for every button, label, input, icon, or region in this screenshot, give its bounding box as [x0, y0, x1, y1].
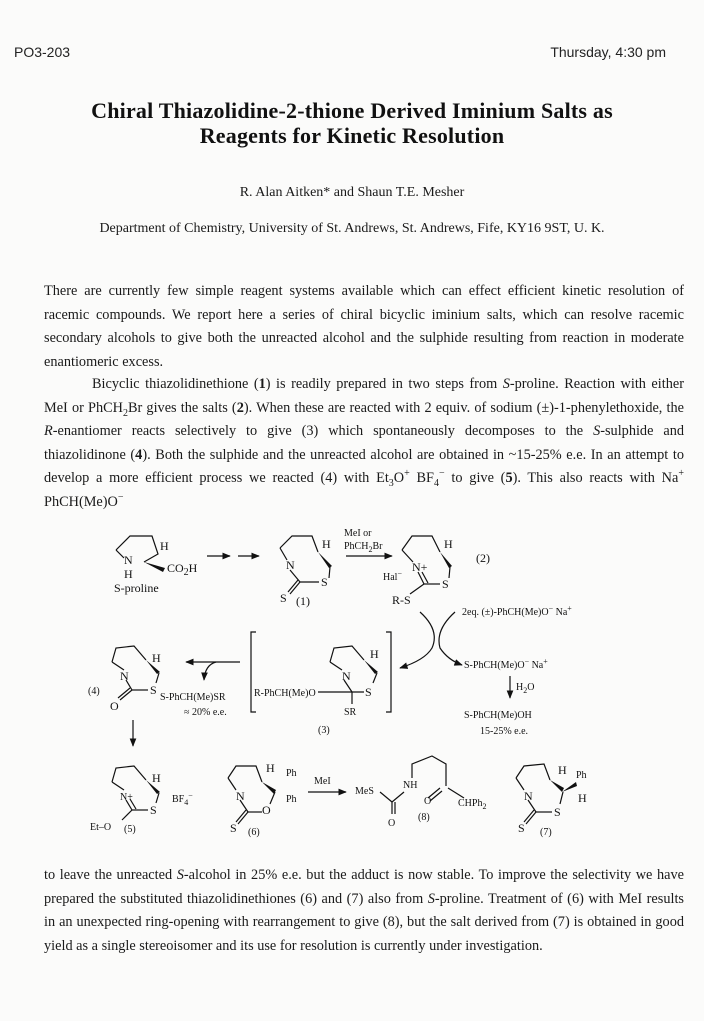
- paper-title: [0, 98, 704, 148]
- structure-3: [251, 632, 391, 736]
- session-code: PO3-203: [14, 44, 71, 60]
- group-chph2: CHPh$_2$: [458, 798, 487, 811]
- product-sulphide: S-PhCH(Me)SR: [160, 692, 226, 703]
- structure-2: [383, 536, 490, 607]
- reagent-h2o: $H_2O$: [516, 682, 535, 695]
- svg-text:S: S: [554, 805, 561, 819]
- structure-1: [280, 536, 332, 608]
- svg-text:N: N: [236, 789, 245, 803]
- reaction-scheme: [0, 520, 704, 855]
- arrow-sulphide-release: [204, 662, 216, 680]
- paragraph-results: Bicyclic thiazolidinethione (1) is readily prepared in two steps from S-proline. Reaction with either MeI or PhCH$_2$Br gives the salts (2). When these are reacted with 2 equiv. of sodium (±)-1-phenylethoxide, the R-enantiomer reacts selectively to give (3) which spontaneously decomposes to the S-sulphide and thiazolidinone (4). Both the sulphide and the unreacted alcohol are obtained in ~15-25% e.e. In an attempt to develop a more efficient process we reacted (4) with $Et_3O^+$ $BF_4^-$ to give (5). This also reacts with Na+ PhCH(Me)O−: [44, 376, 684, 510]
- svg-text:Ph: Ph: [576, 770, 587, 781]
- svg-text:SR: SR: [344, 707, 357, 718]
- svg-text:Ph: Ph: [286, 794, 297, 805]
- svg-text:H: H: [558, 763, 567, 777]
- product-alcohol: S-PhCH(Me)OH: [464, 710, 532, 721]
- svg-text:H: H: [152, 771, 161, 785]
- svg-text:S: S: [518, 821, 525, 835]
- alcohol-ee: 15-25% e.e.: [480, 726, 529, 737]
- svg-text:NH: NH: [403, 780, 418, 791]
- svg-text:N+: N+: [412, 560, 428, 574]
- paragraph-conclusion: to leave the unreacted S-alcohol in 25% e.e. but the adduct is now stable. To improve the selectivity we have prepared the substituted thiazolidinethiones (6) and (7) also from S-proline. Treatment of (6) with MeI results in an unexpected ring-opening with rearrangement to give (8), but the salt derived from (7) is obtained in good yield as a single stereoisomer and its use for resolution is currently under investigation.: [44, 867, 684, 954]
- label-compound-4: (4): [88, 686, 100, 697]
- session-time: Thursday, 4:30 pm: [550, 44, 666, 60]
- svg-text:H: H: [152, 651, 161, 665]
- label-compound-5: (5): [124, 824, 136, 835]
- structure-6: [228, 761, 297, 838]
- sulphide-ee: ≈ 20% e.e.: [184, 707, 227, 718]
- svg-text:S: S: [230, 821, 237, 835]
- arrow-to-3: [400, 612, 434, 668]
- svg-text:N: N: [342, 669, 351, 683]
- svg-text:O: O: [388, 818, 396, 829]
- substituent-r-alkoxy: R-PhCH(Me)O: [254, 688, 316, 699]
- affiliation: Department of Chemistry, University of St. Andrews, St. Andrews, Fife, KY16 9ST, U. K.: [99, 221, 605, 236]
- svg-text:S: S: [280, 591, 287, 605]
- svg-text:S: S: [365, 685, 372, 699]
- svg-text:H: H: [578, 791, 587, 805]
- svg-text:O: O: [110, 699, 119, 713]
- group-co2h: $CO_2H$: [167, 561, 198, 578]
- svg-text:N+: N+: [120, 792, 133, 803]
- structure-s-proline: [114, 536, 198, 595]
- label-compound-1: (1): [296, 594, 310, 608]
- structure-5: [90, 766, 193, 835]
- structure-4: [88, 646, 161, 713]
- svg-text:N: N: [524, 789, 533, 803]
- counterion-bf4: $BF_4^-$: [172, 791, 193, 807]
- atom-n: N: [124, 553, 133, 567]
- svg-text:H: H: [266, 761, 275, 775]
- svg-text:S: S: [150, 683, 157, 697]
- label-compound-6: (6): [248, 827, 260, 838]
- svg-text:N: N: [120, 669, 129, 683]
- label-s-proline: S-proline: [114, 581, 159, 595]
- authors: R. Alan Aitken* and Shaun T.E. Mesher: [239, 185, 465, 200]
- reagent-alkoxide: 2eq. (±)-PhCH(Me)O− Na+: [462, 604, 572, 618]
- svg-text:O: O: [424, 796, 432, 807]
- structure-8: [355, 756, 486, 829]
- arrow-to-alkoxide: [439, 612, 462, 665]
- svg-text:O: O: [262, 803, 271, 817]
- svg-text:H: H: [322, 537, 331, 551]
- svg-text:MeS: MeS: [355, 786, 374, 797]
- svg-text:R-S: R-S: [392, 593, 411, 607]
- svg-text:N: N: [286, 558, 295, 572]
- atom-h: H: [160, 539, 169, 553]
- svg-text:H: H: [444, 537, 453, 551]
- counterion-hal: Hal−: [383, 569, 402, 583]
- label-compound-2: (2): [476, 551, 490, 565]
- reagent-mei: MeI: [314, 776, 331, 787]
- label-compound-8: (8): [418, 812, 430, 823]
- title-line-2: Reagents for Kinetic Resolution: [199, 123, 505, 148]
- paragraph-intro: There are currently few simple reagent systems available which can effect efficient kinetic resolution of racemic compounds. We report here a series of chiral bicyclic iminium salts, which can resolve racemic secondary alcohols to give both the unreacted alcohol and the sulphide resulting from reaction in moderate enantiomeric excess.: [44, 283, 684, 370]
- svg-text:S: S: [442, 577, 449, 591]
- product-alkoxide: S-PhCH(Me)O− Na+: [464, 657, 548, 671]
- structure-7: [516, 763, 587, 838]
- label-compound-7: (7): [540, 827, 552, 838]
- svg-text:S: S: [150, 803, 157, 817]
- ethoxy: Et–O: [90, 822, 112, 833]
- svg-text:H: H: [370, 647, 379, 661]
- label-compound-3: (3): [318, 725, 330, 736]
- svg-text:S: S: [321, 575, 328, 589]
- reagent-phch2br: PhCH$_2$Br: [344, 541, 383, 554]
- atom-nh-h: H: [124, 567, 133, 581]
- svg-text:Ph: Ph: [286, 768, 297, 779]
- reagent-mei-or: MeI or: [344, 528, 372, 539]
- title-line-1: Chiral Thiazolidine-2-thione Derived Iminium Salts as: [91, 98, 613, 123]
